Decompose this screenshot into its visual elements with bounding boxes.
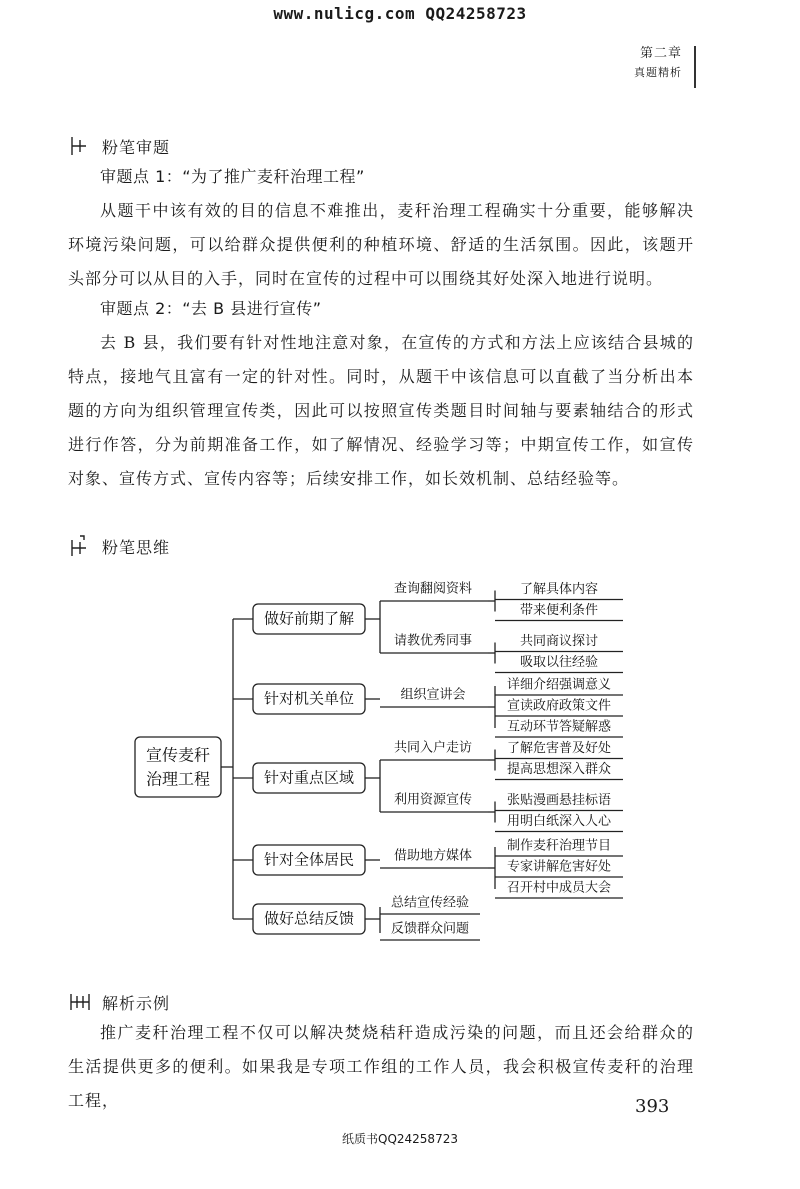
mindmap-leaf-label: 了解危害普及好处 (506, 741, 612, 756)
mindmap-leaf-label: 用明白纸深入人心 (506, 814, 612, 829)
mindmap-leaf-label: 总结宣传经验 (390, 895, 470, 911)
mindmap-branch-label: 针对重点区域 (263, 768, 355, 787)
bracket-icon (68, 534, 92, 558)
mindmap-leaf-label: 吸取以往经验 (519, 655, 599, 670)
section-title: 粉笔思维 (102, 537, 171, 557)
mindmap-leaf-label: 详细介绍强调意义 (506, 677, 612, 693)
mindmap-root-label: 治理工程 (145, 769, 211, 789)
page-number: 393 (635, 1096, 670, 1117)
section-heading-example (68, 990, 170, 1014)
mindmap-leaf-label: 互动环节答疑解惑 (506, 719, 612, 735)
mindmap-leaf-label: 召开村中成员大会 (506, 880, 612, 896)
mindmap-leaf-label: 共同商议探讨 (519, 634, 599, 649)
bracket-icon (68, 134, 92, 158)
mindmap-leaf-label: 带来便利条件 (519, 603, 599, 618)
mindmap-leaf-label: 宣读政府政策文件 (506, 698, 612, 714)
mindmap-leaf-label: 专家讲解危害好处 (506, 859, 612, 875)
mindmap-root-label: 宣传麦秆 (145, 745, 211, 765)
footer-watermark: 纸质书QQ24258723 (342, 1132, 458, 1146)
review-point-1: 审题点 1：“为了推广麦秆治理工程” (100, 167, 365, 186)
mindmap-sub-label: 请教优秀同事 (393, 633, 473, 649)
mindmap-sub-label: 查询翻阅资料 (393, 581, 473, 597)
mindmap-leaf-label: 反馈群众问题 (390, 921, 470, 937)
review-point-2-text: 去 B 县，我们要有针对性地注意对象，在宣传的方式和方法上应该结合县城的特点，接地气且富有一定的针对性。同时，从题干中该信息可以直截了当分析出本题的方向为组织管理宣传类，因此可以按照宣传类题目时间轴与要素轴结合的形式进行作答，分为前期准备工作，如了解情况、经验学习等；中期宣传工作，如宣传对象、宣传方式、宣传内容等；后续安排工作，如长效机制、总结经验等。 (68, 333, 694, 488)
mindmap-sub-label: 组织宣讲会 (400, 687, 466, 703)
mindmap-sub-label: 共同入户走访 (393, 740, 473, 756)
chapter-subtitle: 真题精析 (634, 66, 682, 79)
review-point-2: 审题点 2：“去 B 县进行宣传” (100, 299, 322, 318)
mindmap-sub-label: 利用资源宣传 (393, 792, 473, 808)
bracket-icon (68, 990, 92, 1014)
chapter-header (634, 44, 682, 82)
section-title: 粉笔审题 (102, 137, 171, 157)
mindmap-branch-label: 做好前期了解 (263, 609, 355, 628)
mindmap-sub-label: 借助地方媒体 (393, 848, 473, 864)
section-title: 解析示例 (102, 993, 171, 1013)
mind-map (120, 562, 660, 942)
mindmap-leaf-label: 提高思想深入群众 (506, 762, 612, 777)
mindmap-leaf-label: 了解具体内容 (519, 582, 599, 597)
mindmap-branch-label: 针对机关单位 (263, 689, 355, 708)
section-heading-thinking (68, 534, 170, 558)
mindmap-branch-label: 针对全体居民 (263, 850, 355, 869)
mindmap-branch-label: 做好总结反馈 (263, 909, 355, 928)
section-heading-review (68, 134, 170, 158)
watermark-header: www.nulicg.com QQ24258723 (273, 4, 527, 23)
chapter-title: 第二章 (639, 46, 682, 61)
review-point-1-text: 从题干中该有效的目的信息不难推出，麦秆治理工程确实十分重要，能够解决环境污染问题，可以给群众提供便利的种植环境、舒适的生活氛围。因此，该题开头部分可以从目的入手，同时在宣传的过程中可以围绕其好处深入地进行说明。 (68, 201, 694, 288)
mindmap-leaf-label: 张贴漫画悬挂标语 (506, 793, 612, 808)
example-text: 推广麦秆治理工程不仅可以解决焚烧秸秆造成污染的问题，而且还会给群众的生活提供更多的便利。如果我是专项工作组的工作人员，我会积极宣传麦秆的治理工程， (68, 1023, 694, 1110)
mindmap-leaf-label: 制作麦秆治理节目 (506, 838, 612, 854)
chapter-divider (694, 46, 696, 88)
